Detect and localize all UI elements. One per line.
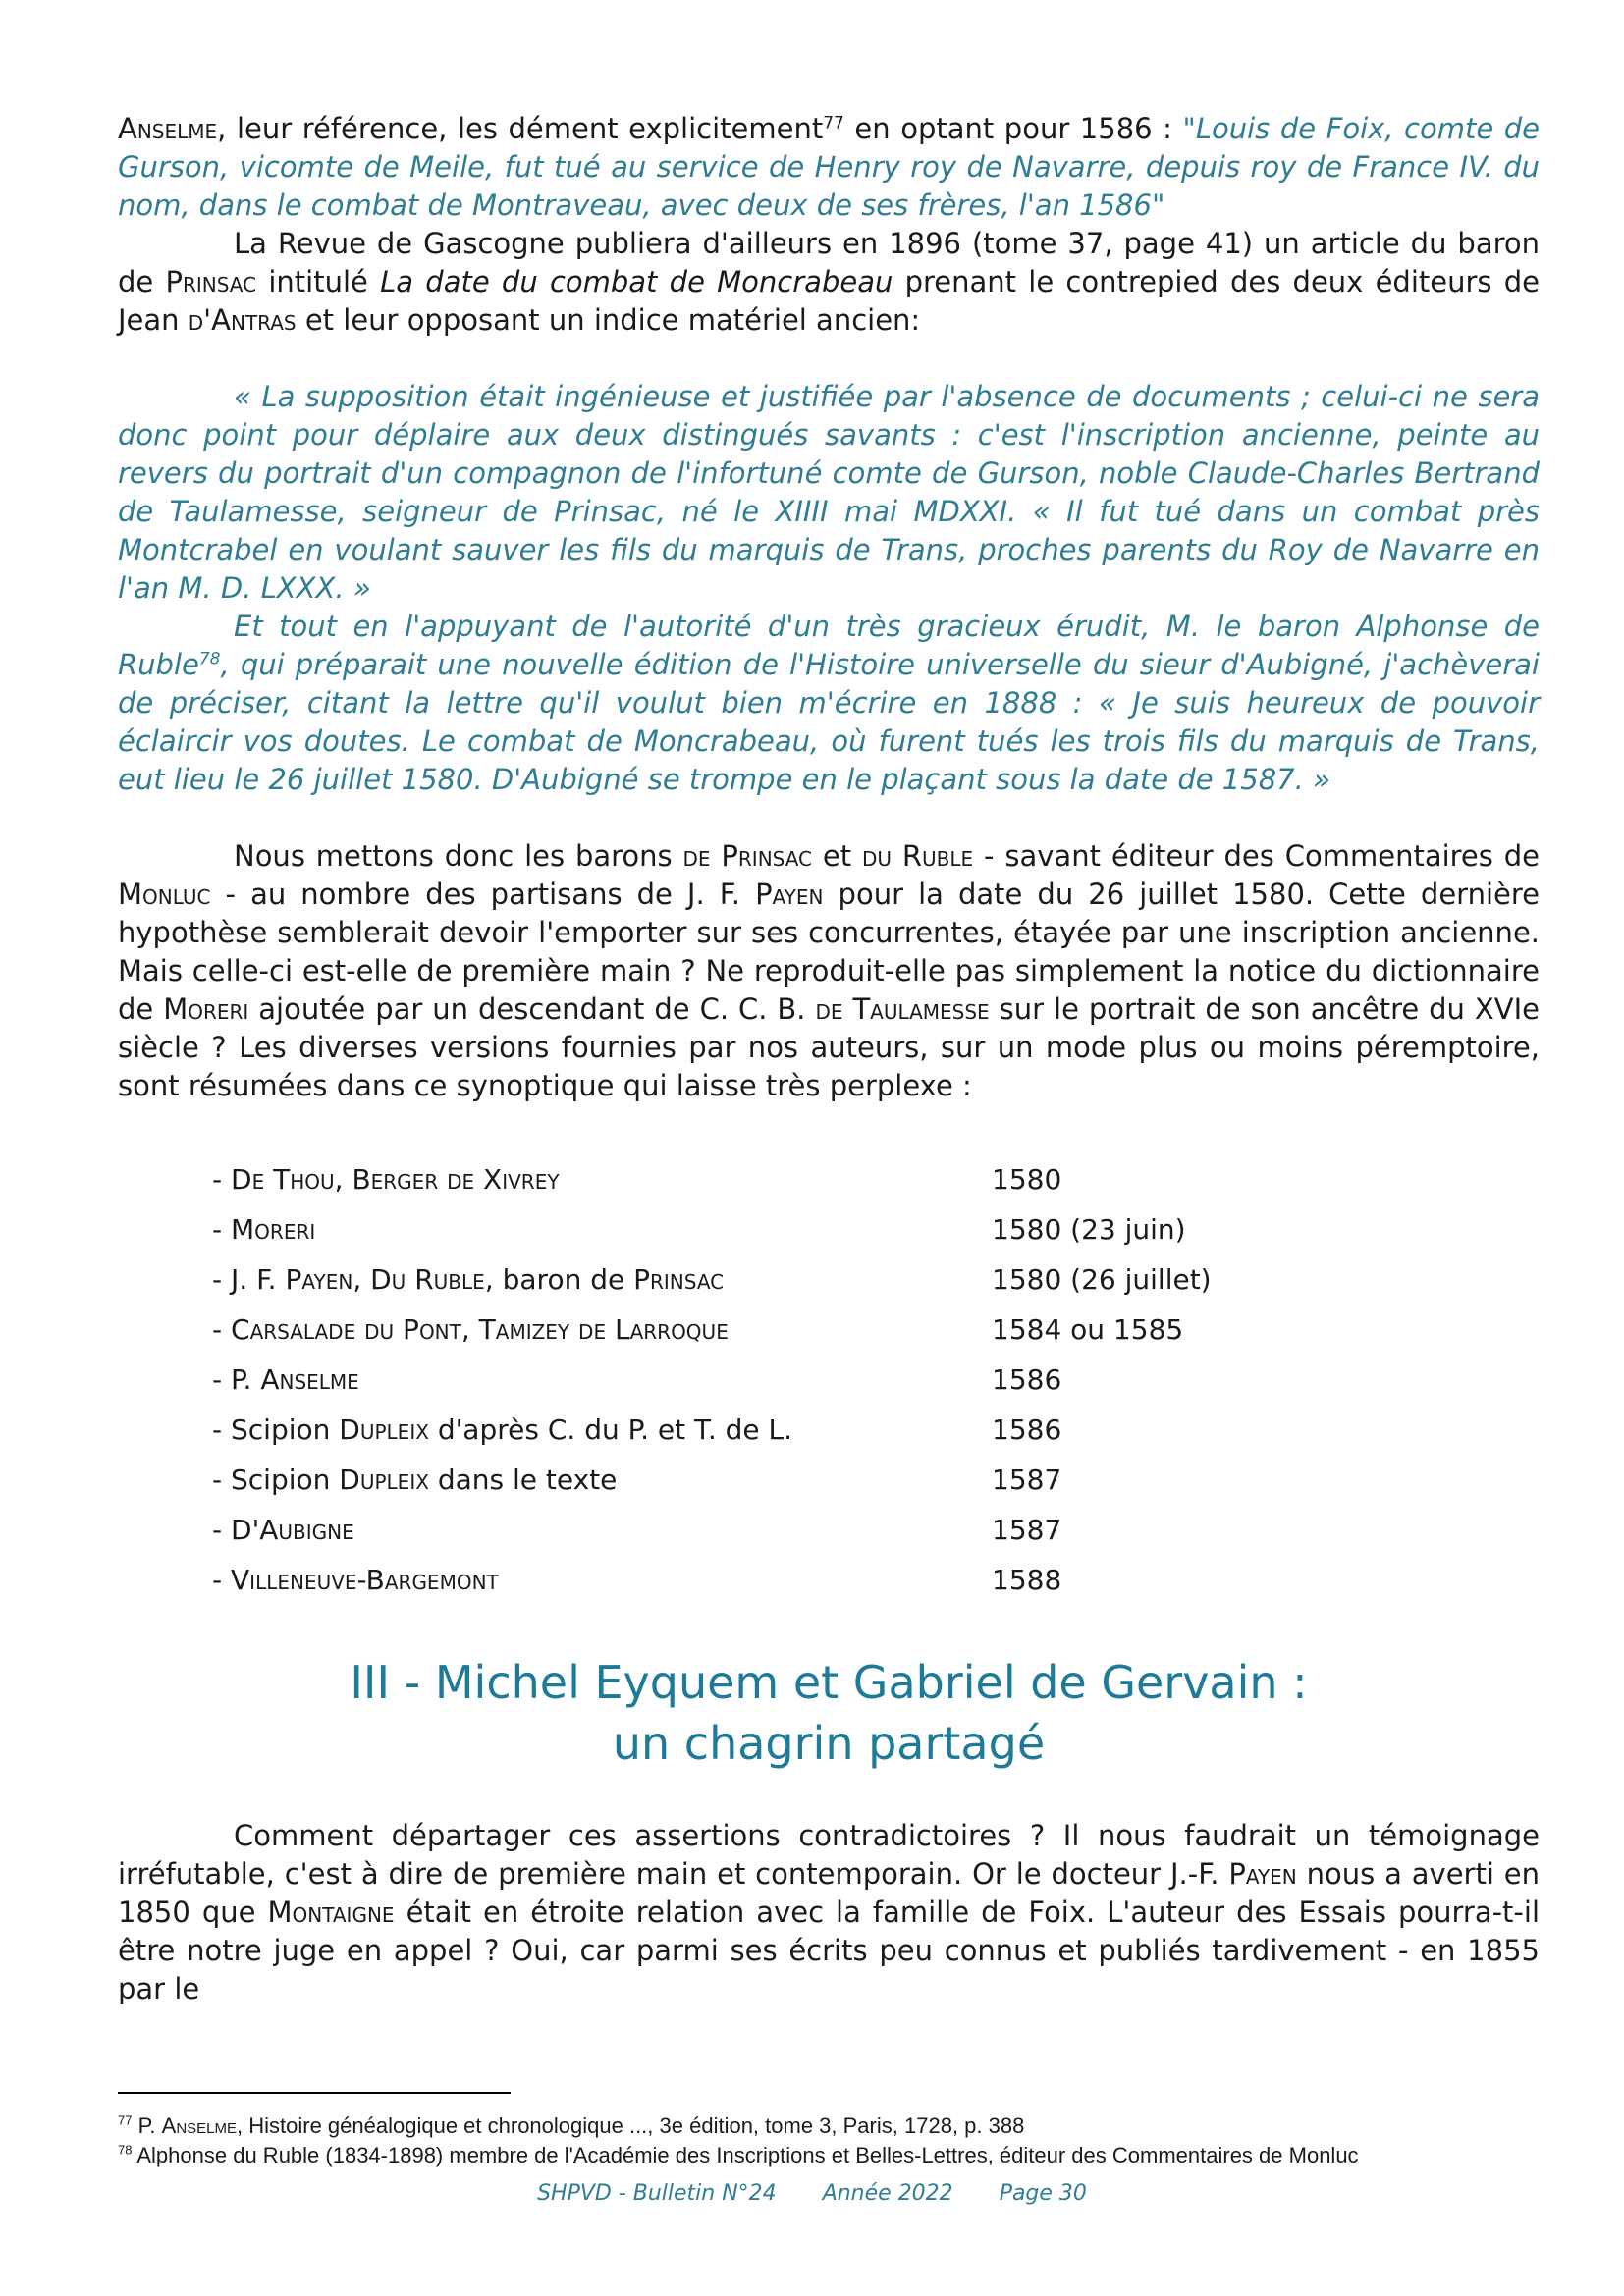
footnote-ref-78: 78 — [198, 649, 221, 669]
synoptic-authors: - Carsalade du Pont, Tamizey de Larroque — [212, 1313, 729, 1346]
paragraph-synthesis: Nous mettons donc les barons de Prinsac et du Ruble - savant éditeur des Commentaires de Monluc - au nombre des partisans de J. F. Payen pour la date du 26 juillet 1580. Cette dernière hypothèse semblerait devoir l'emporter sur ses concurrentes, étayée par une inscription ancienne. Mais celle-ci est-elle de première main ? Ne reproduit-elle pas simplement la notice du dictionnaire de Moreri ajoutée par un descendant de C. C. B. de Taulamesse sur le portrait de son ancêtre du XVIe siècle ? Les diverses versions fournies par nos auteurs, sur un mode plus ou moins péremptoire, sont résumées dans ce synoptique qui laisse très perplexe : — [118, 839, 1540, 1102]
article-title: La date du combat de Moncrabeau — [380, 265, 893, 298]
footnotes — [118, 2092, 1540, 2170]
paragraph-anselme: Anselme, leur référence, les dément explicitement$^{77}$ en optant pour 1586 : "Louis de Foix, comte de Gurson, vicomte de Meile, fut tué au service de Henry roy de Navarre, depuis roy de France IV. du nom, dans le combat de Montraveau, avec deux de ses frères, l'an 1586" — [118, 112, 1541, 222]
synoptic-date: 1587 — [992, 1514, 1062, 1546]
synoptic-date: 1580 (26 juillet) — [992, 1263, 1212, 1296]
synoptic-authors: - P. Anselme — [212, 1363, 359, 1396]
footnote-77: $^{77}$ P. Anselme, Histoire généalogique et chronologique ..., 3e édition, tome 3, Paris, 1728, p. 388 — [118, 2112, 1025, 2138]
synoptic-table — [212, 1154, 1212, 1605]
author-name: Anselme — [118, 112, 218, 145]
quote-paragraph-2: Et tout en l'appuyant de l'autorité d'un très gracieux érudit, M. le baron Alphonse de Ruble$^{78}$, qui préparait une nouvelle édition de l'Histoire universelle du sieur d'Aubigné, j'achèverai de préciser, citant la lettre qu'il voulut bien m'écrire en 1888 : « Je suis heureux de pouvoir éclaircir vos doutes. Le combat de Moncrabeau, où furent tués les trois fils du marquis de Trans, eut lieu le 26 juillet 1580. D'Aubigné se trompe en le plaçant sous la date de 1587. » — [118, 610, 1540, 796]
quote-paragraph-1: « La supposition était ingénieuse et justifiée par l'absence de documents ; celui-ci ne sera donc point pour déplaire aux deux distingués savants : c'est l'inscription ancienne, peinte au revers du portrait d'un compagnon de l'infortuné comte de Gurson, noble Claude-Charles Bertrand de Taulamesse, seigneur de Prinsac, né le XIIII mai MDXXI. « Il fut tué dans un combat près Montcrabel en voulant sauver les fils du marquis de Trans, proches parents du Roy de Navarre en l'an M. D. LXXX. » — [118, 380, 1540, 605]
synoptic-date: 1587 — [992, 1464, 1062, 1496]
document-body — [118, 110, 1540, 2008]
block-quote — [118, 378, 1540, 799]
synoptic-row — [212, 1405, 1212, 1455]
synoptic-row — [212, 1555, 1212, 1605]
paragraph-revue-gascogne: La Revue de Gascogne publiera d'ailleurs en 1896 (tome 37, page 41) un article du baron de Prinsac intitulé La date du combat de Moncrabeau prenant le contrepied des deux éditeurs de Jean d'Antras et leur opposant un indice matériel ancien: — [118, 227, 1541, 337]
synoptic-authors: - Villeneuve-Bargemont — [212, 1564, 499, 1596]
synoptic-date: 1580 (23 juin) — [992, 1213, 1186, 1246]
synoptic-date: 1584 ou 1585 — [992, 1313, 1184, 1346]
footer-bulletin: SHPVD - Bulletin N°24 — [537, 2181, 777, 2206]
paragraph-montaigne: Comment départager ces assertions contradictoires ? Il nous faudrait un témoignage irréfutable, c'est à dire de première main et contemporain. Or le docteur J.-F. Payen nous a averti en 1850 que Montaigne était en étroite relation avec la famille de Foix. L'auteur des Essais pourra-t-il être notre juge en appel ? Oui, car parmi ses écrits peu connus et publiés tardivement - en 1855 par le — [118, 1819, 1540, 2005]
synoptic-authors: - De Thou, Berger de Xivrey — [212, 1163, 560, 1196]
footer-page-number: Page 30 — [999, 2181, 1087, 2206]
synoptic-date: 1580 — [992, 1163, 1062, 1196]
synoptic-date: 1586 — [992, 1414, 1062, 1446]
synoptic-date: 1588 — [992, 1564, 1062, 1596]
footer-year: Année 2022 — [822, 2181, 953, 2206]
synoptic-row — [212, 1204, 1212, 1255]
synoptic-authors: - Scipion Dupleix dans le texte — [212, 1464, 618, 1496]
synoptic-row — [212, 1505, 1212, 1555]
anselme-quote: "Louis de Foix, comte de Gurson, vicomte de Meile, fut tué au service de Henry roy de Navarre, depuis roy de France IV. du nom, dans le combat de Montraveau, avec deux de ses frères, l'an 1586" — [118, 112, 1541, 222]
synoptic-authors: - Moreri — [212, 1213, 316, 1246]
footnote-rule — [118, 2092, 511, 2094]
synoptic-authors: - Scipion Dupleix d'après C. du P. et T. de L. — [212, 1414, 793, 1446]
synoptic-row — [212, 1154, 1212, 1204]
footnote-ref-77: 77 — [823, 113, 844, 133]
synoptic-authors: - D'Aubigne — [212, 1514, 354, 1546]
synoptic-row — [212, 1455, 1212, 1505]
synoptic-authors: - J. F. Payen, Du Ruble, baron de Prinsac — [212, 1263, 725, 1296]
synoptic-row — [212, 1355, 1212, 1405]
synoptic-date: 1586 — [992, 1363, 1062, 1396]
page-footer — [0, 2181, 1624, 2206]
synoptic-row — [212, 1255, 1212, 1305]
section-heading: III - Michel Eyquem et Gabriel de Gervain : un chagrin partagé — [350, 1656, 1308, 1770]
footnote-78: $^{78}$ Alphonse du Ruble (1834-1898) membre de l'Académie des Inscriptions et Belles-Lettres, éditeur des Commentaires de Monluc — [118, 2142, 1359, 2167]
synoptic-row — [212, 1305, 1212, 1355]
